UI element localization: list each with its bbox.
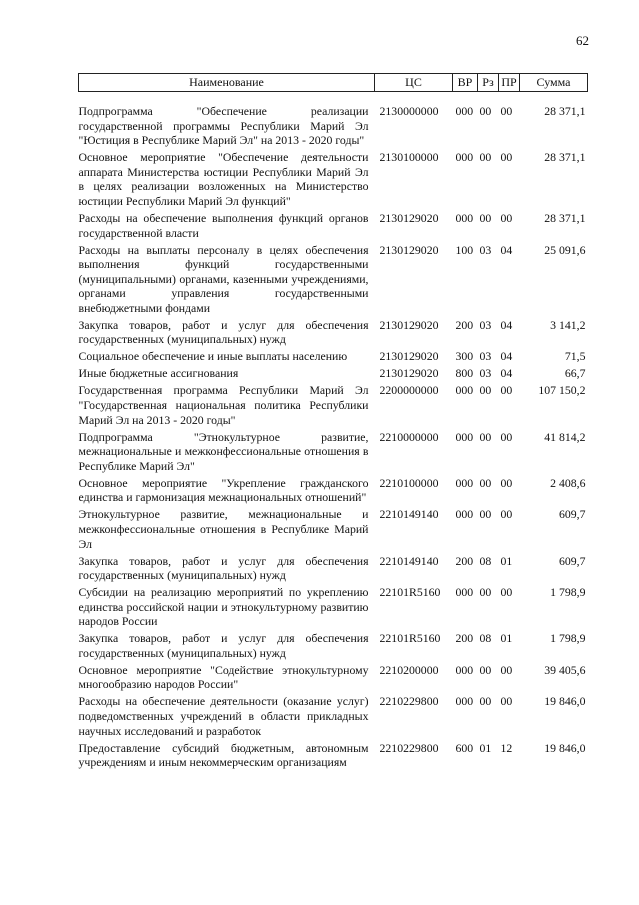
cell-vr: 000 bbox=[455, 210, 474, 225]
cell-name: Закупка товаров, работ и услуг для обеспечения государственных (муниципальных) нужд bbox=[78, 553, 369, 583]
cell-vr: 000 bbox=[455, 150, 474, 165]
cell-vr: 200 bbox=[455, 317, 474, 332]
header-vr: ВР bbox=[453, 74, 478, 92]
cell-name: Иные бюджетные ассигнования bbox=[78, 366, 239, 381]
cell-cs: 2200000000 bbox=[379, 383, 439, 398]
cell-rz: 08 bbox=[479, 553, 492, 568]
cell-rz: 03 bbox=[479, 317, 492, 332]
table-row bbox=[79, 585, 588, 631]
header-sum: Сумма bbox=[520, 74, 588, 92]
budget-table bbox=[78, 73, 588, 772]
cell-name: Государственная программа Республики Марий Эл "Государственная национальная политика Республики Марий Эл на 2013 - 2020 годы" bbox=[78, 383, 369, 427]
cell-pr: 00 bbox=[500, 150, 513, 165]
cell-pr: 00 bbox=[500, 104, 513, 118]
cell-rz: 00 bbox=[479, 429, 492, 444]
cell-vr: 300 bbox=[455, 349, 474, 364]
cell-vr: 200 bbox=[455, 553, 474, 568]
cell-cs: 2130100000 bbox=[379, 150, 439, 165]
cell-pr: 00 bbox=[500, 383, 513, 398]
cell-name: Подпрограмма "Обеспечение реализации государственной программы Республики Марий Эл "Юстиция в Республике Марий Эл" на 2013 - 2020 годы" bbox=[78, 104, 369, 148]
cell-sum: 3 141,2 bbox=[550, 317, 586, 332]
table-header bbox=[79, 74, 588, 92]
cell-sum: 25 091,6 bbox=[544, 242, 586, 257]
cell-cs: 2210000000 bbox=[379, 429, 439, 444]
cell-pr: 01 bbox=[500, 631, 513, 646]
cell-cs: 2210200000 bbox=[379, 662, 439, 677]
cell-cs: 2210149140 bbox=[379, 507, 439, 522]
cell-vr: 200 bbox=[455, 631, 474, 646]
cell-pr: 00 bbox=[500, 694, 513, 709]
table-row bbox=[79, 663, 588, 695]
table-row bbox=[79, 694, 588, 740]
cell-name: Расходы на обеспечение деятельности (оказание услуг) подведомственных учреждений в области прикладных научных исследований и разработок bbox=[78, 694, 369, 738]
cell-cs: 2130000000 bbox=[379, 104, 439, 118]
cell-cs: 22101R5160 bbox=[379, 585, 441, 600]
cell-name: Подпрограмма "Этнокультурное развитие, межнациональные и межконфессиональные отношения в Республике Марий Эл" bbox=[78, 429, 369, 473]
cell-sum: 19 846,0 bbox=[544, 694, 586, 709]
cell-cs: 2130129020 bbox=[379, 242, 439, 257]
cell-rz: 00 bbox=[479, 104, 492, 118]
cell-vr: 800 bbox=[455, 366, 474, 381]
cell-sum: 28 371,1 bbox=[544, 210, 586, 225]
cell-pr: 04 bbox=[500, 242, 513, 257]
cell-name: Закупка товаров, работ и услуг для обеспечения государственных (муниципальных) нужд bbox=[78, 631, 369, 660]
cell-pr: 00 bbox=[500, 585, 513, 600]
cell-cs: 2130129020 bbox=[379, 366, 439, 381]
table-row bbox=[79, 243, 588, 318]
cell-sum: 41 814,2 bbox=[544, 429, 586, 444]
table-row bbox=[79, 476, 588, 508]
cell-cs: 2130129020 bbox=[379, 210, 439, 225]
cell-cs: 2210229800 bbox=[379, 694, 439, 709]
cell-rz: 08 bbox=[479, 631, 492, 646]
cell-name: Этнокультурное развитие, межнациональные и межконфессиональные отношения в Республике Марий Эл bbox=[78, 507, 369, 551]
cell-pr: 00 bbox=[500, 429, 513, 444]
cell-rz: 01 bbox=[479, 740, 492, 755]
cell-vr: 000 bbox=[455, 507, 474, 522]
cell-cs: 2210149140 bbox=[379, 553, 439, 568]
cell-vr: 000 bbox=[455, 383, 474, 398]
cell-sum: 609,7 bbox=[558, 507, 586, 522]
cell-pr: 00 bbox=[500, 662, 513, 677]
cell-vr: 000 bbox=[455, 585, 474, 600]
cell-sum: 39 405,6 bbox=[544, 662, 586, 677]
cell-sum: 1 798,9 bbox=[550, 585, 586, 600]
cell-cs: 22101R5160 bbox=[379, 631, 441, 646]
cell-sum: 66,7 bbox=[564, 366, 586, 381]
header-name: Наименование bbox=[79, 74, 375, 92]
cell-name: Основное мероприятие "Обеспечение деятельности аппарата Министерства юстиции Республики Марий Эл в целях реализации возложенных на Министерство юстиции Республики Марий Эл функций" bbox=[78, 150, 369, 208]
cell-pr: 00 bbox=[500, 507, 513, 522]
cell-name: Расходы на выплаты персоналу в целях обеспечения выполнения функций государственными (муниципальными) органами, казенными учреждениями, органами управления государственными внебюджетными фондами bbox=[78, 242, 369, 315]
table-row bbox=[79, 366, 588, 383]
table-row bbox=[79, 507, 588, 553]
cell-pr: 04 bbox=[500, 317, 513, 332]
cell-sum: 19 846,0 bbox=[544, 740, 586, 755]
table-row bbox=[79, 211, 588, 243]
cell-pr: 00 bbox=[500, 210, 513, 225]
cell-rz: 00 bbox=[479, 383, 492, 398]
cell-vr: 000 bbox=[455, 104, 474, 118]
table-row bbox=[79, 150, 588, 211]
cell-pr: 04 bbox=[500, 349, 513, 364]
cell-sum: 28 371,1 bbox=[544, 104, 586, 118]
header-pr: ПР bbox=[499, 74, 520, 92]
cell-sum: 609,7 bbox=[558, 553, 586, 568]
cell-name: Основное мероприятие "Укрепление гражданского единства и гармонизация межнациональных отношений" bbox=[78, 475, 369, 505]
cell-sum: 107 150,2 bbox=[538, 383, 586, 398]
cell-pr: 01 bbox=[500, 553, 513, 568]
cell-rz: 00 bbox=[479, 150, 492, 165]
table-row bbox=[79, 92, 588, 151]
table-row bbox=[79, 318, 588, 350]
cell-pr: 00 bbox=[500, 475, 513, 490]
cell-sum: 71,5 bbox=[564, 349, 586, 364]
page-number: 62 bbox=[576, 33, 589, 48]
cell-rz: 03 bbox=[479, 242, 492, 257]
cell-vr: 000 bbox=[455, 429, 474, 444]
cell-name: Социальное обеспечение и иные выплаты населению bbox=[78, 349, 348, 364]
table-row bbox=[79, 383, 588, 429]
cell-sum: 2 408,6 bbox=[550, 475, 586, 490]
cell-rz: 00 bbox=[479, 662, 492, 677]
cell-vr: 600 bbox=[455, 740, 474, 755]
cell-cs: 2130129020 bbox=[379, 317, 439, 332]
cell-name: Расходы на обеспечение выполнения функций органов государственной власти bbox=[78, 210, 369, 240]
cell-pr: 04 bbox=[500, 366, 513, 381]
cell-pr: 12 bbox=[500, 740, 513, 755]
cell-name: Закупка товаров, работ и услуг для обеспечения государственных (муниципальных) нужд bbox=[78, 317, 369, 347]
cell-vr: 000 bbox=[455, 662, 474, 677]
cell-cs: 2210100000 bbox=[379, 475, 439, 490]
cell-rz: 00 bbox=[479, 475, 492, 490]
table-row bbox=[79, 430, 588, 476]
cell-cs: 2210229800 bbox=[379, 740, 439, 755]
cell-name: Предоставление субсидий бюджетным, автономным учреждениям и иным некоммерческим организациям bbox=[78, 740, 369, 770]
table-row bbox=[79, 741, 588, 773]
cell-cs: 2130129020 bbox=[379, 349, 439, 364]
cell-rz: 03 bbox=[479, 366, 492, 381]
cell-name: Субсидии на реализацию мероприятий по укреплению единства российской нации и этнокультурному развитию народов России bbox=[78, 585, 369, 629]
table-body bbox=[79, 92, 588, 773]
table-row bbox=[79, 631, 588, 663]
cell-sum: 28 371,1 bbox=[544, 150, 586, 165]
table-row bbox=[79, 554, 588, 586]
header-rz: Рз bbox=[478, 74, 499, 92]
cell-rz: 00 bbox=[479, 694, 492, 709]
cell-vr: 000 bbox=[455, 475, 474, 490]
cell-vr: 000 bbox=[455, 694, 474, 709]
cell-rz: 00 bbox=[479, 585, 492, 600]
table-row bbox=[79, 349, 588, 366]
cell-rz: 00 bbox=[479, 210, 492, 225]
cell-sum: 1 798,9 bbox=[550, 631, 586, 646]
cell-vr: 100 bbox=[455, 242, 474, 257]
cell-name: Основное мероприятие "Содействие этнокультурному многообразию народов России" bbox=[78, 662, 369, 692]
cell-rz: 00 bbox=[479, 507, 492, 522]
cell-rz: 03 bbox=[479, 349, 492, 364]
header-cs: ЦС bbox=[375, 74, 453, 92]
